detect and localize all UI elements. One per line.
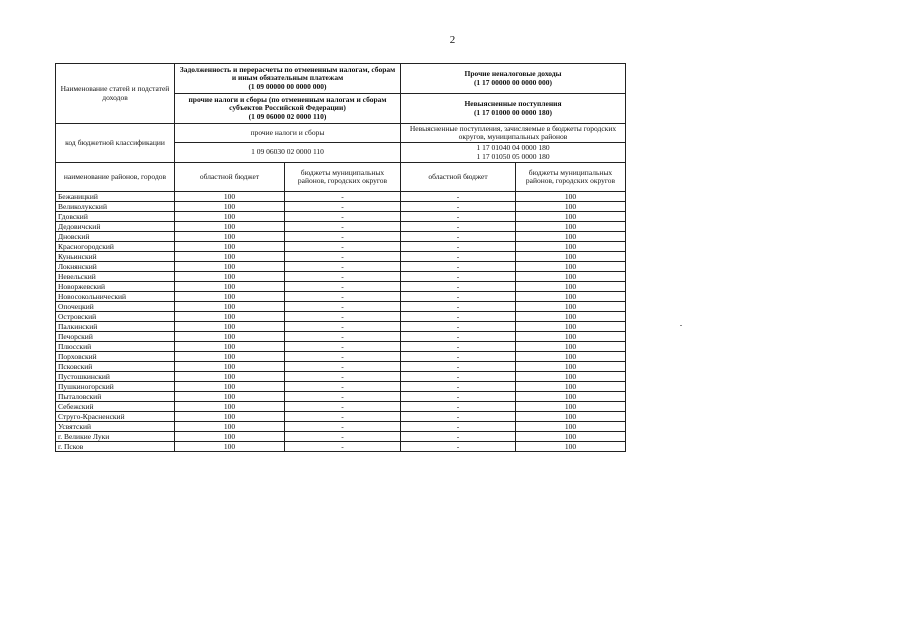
district-name-cell: Опочецкий bbox=[56, 302, 175, 312]
oblast-budget-1-cell: 100 bbox=[175, 432, 285, 442]
header-kbk-1-code: 1 09 06030 02 0000 110 bbox=[175, 143, 401, 163]
district-name-cell: Псковский bbox=[56, 362, 175, 372]
municipal-budget-1-cell: - bbox=[285, 402, 401, 412]
table-row bbox=[56, 382, 626, 392]
header-col-municipal-1: бюджеты муниципальных районов, городских округов bbox=[285, 163, 401, 192]
district-name-cell: Себежский bbox=[56, 402, 175, 412]
municipal-budget-1-cell: - bbox=[285, 232, 401, 242]
municipal-budget-1-cell: - bbox=[285, 362, 401, 372]
municipal-budget-1-cell: - bbox=[285, 322, 401, 332]
oblast-budget-1-cell: 100 bbox=[175, 402, 285, 412]
header-kbk-2-code-a: 1 17 01040 04 0000 180 bbox=[476, 143, 550, 153]
district-name-cell: Невельский bbox=[56, 272, 175, 282]
municipal-budget-2-cell: 100 bbox=[516, 222, 626, 232]
oblast-budget-2-cell: - bbox=[401, 232, 516, 242]
table-row bbox=[56, 332, 626, 342]
header-col-oblast-1: областной бюджет bbox=[175, 163, 285, 192]
municipal-budget-2-cell: 100 bbox=[516, 352, 626, 362]
oblast-budget-2-cell: - bbox=[401, 322, 516, 332]
district-name-cell: Пустошкинский bbox=[56, 372, 175, 382]
district-name-cell: Печорский bbox=[56, 332, 175, 342]
header-subgroup-2-title: Невыясненные поступления bbox=[464, 99, 562, 109]
district-name-cell: Дновский bbox=[56, 232, 175, 242]
oblast-budget-2-cell: - bbox=[401, 332, 516, 342]
oblast-budget-1-cell: 100 bbox=[175, 222, 285, 232]
oblast-budget-1-cell: 100 bbox=[175, 202, 285, 212]
budget-distribution-table bbox=[55, 63, 626, 452]
table-row bbox=[56, 372, 626, 382]
district-name-cell: Струго-Красненский bbox=[56, 412, 175, 422]
oblast-budget-1-cell: 100 bbox=[175, 262, 285, 272]
oblast-budget-1-cell: 100 bbox=[175, 392, 285, 402]
municipal-budget-2-cell: 100 bbox=[516, 212, 626, 222]
header-group-1-code: (1 09 00000 00 0000 000) bbox=[248, 81, 327, 91]
oblast-budget-2-cell: - bbox=[401, 422, 516, 432]
header-col-municipal-2: бюджеты муниципальных районов, городских округов bbox=[516, 163, 626, 192]
municipal-budget-1-cell: - bbox=[285, 342, 401, 352]
district-name-cell: Палкинский bbox=[56, 322, 175, 332]
table-row bbox=[56, 442, 626, 452]
municipal-budget-1-cell: - bbox=[285, 432, 401, 442]
oblast-budget-1-cell: 100 bbox=[175, 242, 285, 252]
municipal-budget-1-cell: - bbox=[285, 422, 401, 432]
header-kbk-1-name: прочие налоги и сборы bbox=[175, 124, 401, 143]
municipal-budget-1-cell: - bbox=[285, 282, 401, 292]
oblast-budget-1-cell: 100 bbox=[175, 412, 285, 422]
table-row bbox=[56, 292, 626, 302]
district-name-cell: Порховский bbox=[56, 352, 175, 362]
oblast-budget-1-cell: 100 bbox=[175, 372, 285, 382]
oblast-budget-2-cell: - bbox=[401, 202, 516, 212]
oblast-budget-2-cell: - bbox=[401, 222, 516, 232]
municipal-budget-1-cell: - bbox=[285, 252, 401, 262]
header-col-names: наименование районов, городов bbox=[56, 163, 175, 192]
oblast-budget-2-cell: - bbox=[401, 292, 516, 302]
table-row bbox=[56, 422, 626, 432]
district-name-cell: Великолукский bbox=[56, 202, 175, 212]
municipal-budget-2-cell: 100 bbox=[516, 362, 626, 372]
municipal-budget-2-cell: 100 bbox=[516, 232, 626, 242]
municipal-budget-1-cell: - bbox=[285, 192, 401, 202]
table-row bbox=[56, 302, 626, 312]
oblast-budget-1-cell: 100 bbox=[175, 352, 285, 362]
municipal-budget-2-cell: 100 bbox=[516, 312, 626, 322]
header-group-1 bbox=[175, 64, 401, 94]
oblast-budget-2-cell: - bbox=[401, 412, 516, 422]
table-row bbox=[56, 352, 626, 362]
municipal-budget-2-cell: 100 bbox=[516, 192, 626, 202]
header-kbk-2-name: Невыясненные поступления, зачисляемые в бюджеты городских округов, муниципальных районов bbox=[401, 124, 626, 143]
oblast-budget-2-cell: - bbox=[401, 342, 516, 352]
municipal-budget-2-cell: 100 bbox=[516, 202, 626, 212]
header-col-oblast-2: областной бюджет bbox=[401, 163, 516, 192]
municipal-budget-2-cell: 100 bbox=[516, 442, 626, 452]
scan-speck bbox=[680, 325, 682, 326]
municipal-budget-1-cell: - bbox=[285, 242, 401, 252]
municipal-budget-2-cell: 100 bbox=[516, 292, 626, 302]
table-row bbox=[56, 412, 626, 422]
municipal-budget-2-cell: 100 bbox=[516, 422, 626, 432]
oblast-budget-2-cell: - bbox=[401, 252, 516, 262]
municipal-budget-2-cell: 100 bbox=[516, 382, 626, 392]
municipal-budget-1-cell: - bbox=[285, 412, 401, 422]
municipal-budget-2-cell: 100 bbox=[516, 372, 626, 382]
oblast-budget-2-cell: - bbox=[401, 352, 516, 362]
municipal-budget-1-cell: - bbox=[285, 392, 401, 402]
oblast-budget-2-cell: - bbox=[401, 402, 516, 412]
header-kbk-2-code-b: 1 17 01050 05 0000 180 bbox=[476, 151, 550, 161]
header-subgroup-2 bbox=[401, 94, 626, 124]
district-name-cell: Новосокольнический bbox=[56, 292, 175, 302]
district-name-cell: Локнянский bbox=[56, 262, 175, 272]
district-name-cell: Усвятский bbox=[56, 422, 175, 432]
table-row bbox=[56, 342, 626, 352]
oblast-budget-2-cell: - bbox=[401, 442, 516, 452]
header-subgroup-1-code: (1 09 06000 02 0000 110) bbox=[248, 111, 327, 121]
municipal-budget-2-cell: 100 bbox=[516, 412, 626, 422]
district-name-cell: Островский bbox=[56, 312, 175, 322]
district-name-cell: Пушкиногорский bbox=[56, 382, 175, 392]
district-name-cell: Пыталовский bbox=[56, 392, 175, 402]
table-row bbox=[56, 232, 626, 242]
oblast-budget-2-cell: - bbox=[401, 192, 516, 202]
oblast-budget-2-cell: - bbox=[401, 372, 516, 382]
municipal-budget-1-cell: - bbox=[285, 202, 401, 212]
table-row bbox=[56, 192, 626, 202]
municipal-budget-1-cell: - bbox=[285, 312, 401, 322]
oblast-budget-2-cell: - bbox=[401, 242, 516, 252]
oblast-budget-1-cell: 100 bbox=[175, 212, 285, 222]
header-article-label: Наименование статей и подстатей доходов bbox=[56, 64, 175, 124]
table-row bbox=[56, 362, 626, 372]
district-name-cell: Гдовский bbox=[56, 212, 175, 222]
oblast-budget-2-cell: - bbox=[401, 382, 516, 392]
oblast-budget-1-cell: 100 bbox=[175, 422, 285, 432]
municipal-budget-2-cell: 100 bbox=[516, 272, 626, 282]
oblast-budget-1-cell: 100 bbox=[175, 322, 285, 332]
municipal-budget-1-cell: - bbox=[285, 332, 401, 342]
municipal-budget-2-cell: 100 bbox=[516, 252, 626, 262]
municipal-budget-1-cell: - bbox=[285, 272, 401, 282]
table-row bbox=[56, 212, 626, 222]
municipal-budget-1-cell: - bbox=[285, 372, 401, 382]
municipal-budget-2-cell: 100 bbox=[516, 432, 626, 442]
oblast-budget-1-cell: 100 bbox=[175, 252, 285, 262]
oblast-budget-1-cell: 100 bbox=[175, 232, 285, 242]
table-row bbox=[56, 392, 626, 402]
oblast-budget-1-cell: 100 bbox=[175, 312, 285, 322]
municipal-budget-1-cell: - bbox=[285, 212, 401, 222]
table-row bbox=[56, 242, 626, 252]
table-row bbox=[56, 222, 626, 232]
header-subgroup-1-title: прочие налоги и сборы (по отмененным налогам и сборам субъектов Российской Федерации) bbox=[188, 94, 387, 113]
district-name-cell: Дедовичский bbox=[56, 222, 175, 232]
municipal-budget-1-cell: - bbox=[285, 352, 401, 362]
oblast-budget-2-cell: - bbox=[401, 282, 516, 292]
oblast-budget-1-cell: 100 bbox=[175, 442, 285, 452]
district-name-cell: г. Псков bbox=[56, 442, 175, 452]
municipal-budget-2-cell: 100 bbox=[516, 302, 626, 312]
oblast-budget-2-cell: - bbox=[401, 432, 516, 442]
municipal-budget-1-cell: - bbox=[285, 292, 401, 302]
oblast-budget-2-cell: - bbox=[401, 362, 516, 372]
header-kbk-2-codes bbox=[401, 143, 626, 163]
header-subgroup-2-code: (1 17 01000 00 0000 180) bbox=[473, 107, 553, 117]
header-group-2-title: Прочие неналоговые доходы bbox=[464, 69, 562, 79]
header-kbk-label: код бюджетной классификации bbox=[56, 124, 175, 163]
oblast-budget-2-cell: - bbox=[401, 302, 516, 312]
table-row bbox=[56, 402, 626, 412]
page-number: 2 bbox=[449, 34, 456, 46]
municipal-budget-2-cell: 100 bbox=[516, 402, 626, 412]
municipal-budget-1-cell: - bbox=[285, 262, 401, 272]
municipal-budget-2-cell: 100 bbox=[516, 342, 626, 352]
oblast-budget-1-cell: 100 bbox=[175, 382, 285, 392]
table-row bbox=[56, 432, 626, 442]
oblast-budget-2-cell: - bbox=[401, 312, 516, 322]
municipal-budget-1-cell: - bbox=[285, 222, 401, 232]
table-row bbox=[56, 262, 626, 272]
header-group-2-code: (1 17 00000 00 0000 000) bbox=[473, 77, 553, 87]
municipal-budget-2-cell: 100 bbox=[516, 262, 626, 272]
municipal-budget-2-cell: 100 bbox=[516, 332, 626, 342]
municipal-budget-1-cell: - bbox=[285, 442, 401, 452]
oblast-budget-1-cell: 100 bbox=[175, 302, 285, 312]
header-group-2 bbox=[401, 64, 626, 94]
oblast-budget-1-cell: 100 bbox=[175, 342, 285, 352]
header-subgroup-1 bbox=[175, 94, 401, 124]
table-row bbox=[56, 322, 626, 332]
table-row bbox=[56, 202, 626, 212]
oblast-budget-1-cell: 100 bbox=[175, 282, 285, 292]
municipal-budget-2-cell: 100 bbox=[516, 242, 626, 252]
oblast-budget-1-cell: 100 bbox=[175, 332, 285, 342]
oblast-budget-1-cell: 100 bbox=[175, 192, 285, 202]
oblast-budget-1-cell: 100 bbox=[175, 292, 285, 302]
table-row bbox=[56, 282, 626, 292]
district-name-cell: г. Великие Луки bbox=[56, 432, 175, 442]
header-group-1-title: Задолженность и перерасчеты по отмененным налогам, сборам и иным обязательным платежам bbox=[179, 64, 396, 83]
district-name-cell: Плюсский bbox=[56, 342, 175, 352]
district-name-cell: Красногородский bbox=[56, 242, 175, 252]
oblast-budget-1-cell: 100 bbox=[175, 362, 285, 372]
table-row bbox=[56, 252, 626, 262]
district-name-cell: Куньинский bbox=[56, 252, 175, 262]
municipal-budget-1-cell: - bbox=[285, 302, 401, 312]
district-name-cell: Бежаницкий bbox=[56, 192, 175, 202]
municipal-budget-2-cell: 100 bbox=[516, 282, 626, 292]
district-name-cell: Новоржевский bbox=[56, 282, 175, 292]
municipal-budget-2-cell: 100 bbox=[516, 322, 626, 332]
municipal-budget-1-cell: - bbox=[285, 382, 401, 392]
oblast-budget-2-cell: - bbox=[401, 212, 516, 222]
oblast-budget-1-cell: 100 bbox=[175, 272, 285, 282]
table-row bbox=[56, 272, 626, 282]
table-row bbox=[56, 312, 626, 322]
oblast-budget-2-cell: - bbox=[401, 392, 516, 402]
oblast-budget-2-cell: - bbox=[401, 272, 516, 282]
municipal-budget-2-cell: 100 bbox=[516, 392, 626, 402]
oblast-budget-2-cell: - bbox=[401, 262, 516, 272]
